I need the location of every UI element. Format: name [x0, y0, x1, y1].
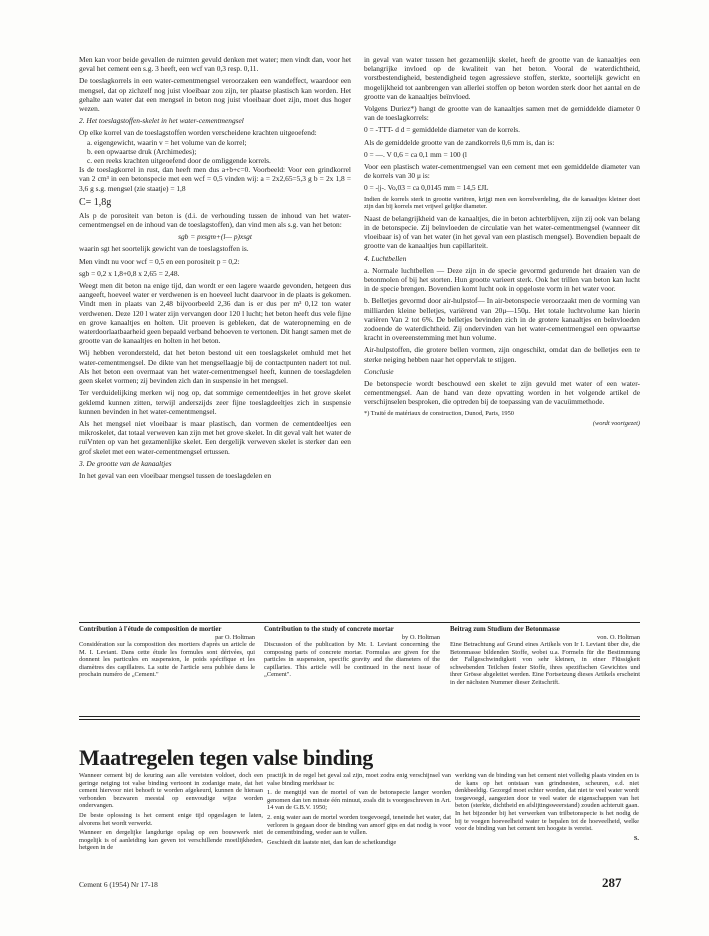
abstract-text: Eine Betrachtung auf Grund eines Artikels von Ir I. Leviant über die, die Betonmasse bildenden Stoffe, wobei u.a. Formeln für die Bestimmung der Fallgeschwindigkeit von sehr kleinen, in einer Flüssigkeit schwebenden Teilchen fester Stoffe, ihres spezifischen Gewichtes und ihrer Grösse abgeleitet werden. Eine Fortsetzung dieses Artikels erscheint in der nächsten Nummer dieser Zeitschrift.: [450, 641, 640, 686]
paragraph: In het geval van een vloeibaar mengsel tussen de toeslagdelen en: [79, 470, 272, 480]
right-column: [364, 55, 640, 431]
list-item: 2. enig water aan de mortel worden toegevoegd, teneinde het water, dat verloren is gegaan door de binding van amorf gips en dat nodig is voor de cementbinding, weder aan te vullen.: [267, 813, 451, 837]
article-title: Maatregelen tegen valse binding: [79, 745, 373, 770]
list-item: a. eigengewicht, waarin v = het volume van de korrel;: [87, 137, 247, 147]
equation: sgb = pxsgm+(l— p)xsgt: [178, 232, 252, 242]
paragraph: De toeslagkorrels in een water-cementmengsel veroorzaken een wandeffect, waardoor een mengsel, dat op zichzelf nog juist vloeibaar zou zijn, ter plaatse plastisch kan worden. Het gehalte aan water dat een mengsel in beton nog juist vloeibaar doet zijn, moet dus hoger wezen.: [79, 76, 351, 114]
left-column: [79, 55, 351, 483]
paragraph: Wij hebben verondersteld, dat het beton bestond uit een toeslagskelet omhuld met het water-cementmengsel. De dikte van het mengsellaagje bij de contactpunten nadert tot nul. Als het beton een overmaat van het water-cementmengsel heeft, kunnen de toeslagdelen geen skelet vormen; zij bevinden zich dan in suspensie in het mengsel.: [79, 348, 351, 386]
paragraph: practijk in de regel het geval zal zijn, moet zodra enig verschijnsel van valse binding merkbaar is:: [267, 772, 451, 787]
bottom-column-3: [455, 772, 639, 844]
divider: [79, 719, 640, 720]
paragraph: Ter verduidelijking merken wij nog op, dat sommige cementdeeltjes in het grove skelet geklemd kunnen zitten, terwijl anderszijds zeer fijne toeslagdeeltjes zich in suspensie kunnen bevinden in het water-cementmengsel.: [79, 388, 351, 416]
continued-note: (wordt voortgezet): [592, 420, 640, 428]
abstract-text: Considération sur la composition des mortiers d'après un article de M. I. Leviant. Dans cette étude les formules sont dérivées, qui donnent les particules en suspension, le poids spécifique et les diamètres des capillaires. La suite de l'article sera publiée dans le prochain numéro de „Cement.": [79, 641, 255, 678]
abstract-text: Discussion of the publication by Mr. I. Leviant concerning the composing parts of concrete mortar. Formulas are given for the particles in suspension, specific gravity and the diameters of the capillaries. This article will be continued in the next issue of „Cement".: [264, 641, 440, 678]
paragraph: Men vindt nu voor wcf = 0,5 en een porositeit p = 0,2:: [79, 256, 240, 266]
list-item: 1. de mengtijd van de mortel of van de betonspecie langer worden genomen dan ten minste één minuut, zoals dit is voorgeschreven in Art. 14 van de G.B.V. 1950;: [267, 789, 451, 812]
paragraph: Air-hulpstoffen, die grotere bellen vormen, zijn ongeschikt, omdat dan de belletjes een te sterke neiging hebben naar het oppervlak te stijgen.: [364, 345, 640, 364]
paragraph: werking van de binding van het cement niet volledig plaats vinden en is de kans op het ontstaan van grindnesten, scheuren, e.d. niet denkbeeldig. Gezorgd moet echter worden, dat niet te veel water wordt toegevoegd, aangezien door te veel water de eigenschappen van het beton (sterkte, dichtheid en afslijtingsweerstand) zouden achteruit gaan. In het bijzonder bij het verwerken van trilbetonspecie is het nodig de bij te voegen hoeveelheid water te bepalen tot de hoeveelheid, welke voor de binding van het cement ten hoogste is vereist.: [455, 772, 639, 833]
list-item: b. een opwaartse druk (Archimedes);: [87, 146, 197, 156]
paragraph: Als het mengsel niet vloeibaar is maar plastisch, dan vormen de cementdeeltjes een mikroskelet, dat totaal verweven kan zijn met het grove skelet. In dit geval valt het water de ruiVnten op van het gezamenlijke skelet. Een dergelijk verweven skelet is sterker dan een grof skelet met een water-cementmengsel ertussen.: [79, 418, 351, 456]
section-heading: Conclusie: [364, 366, 394, 376]
paragraph: Geschiedt dit laatste niet, dan kan de scheikundige: [267, 838, 397, 846]
abstract-french: [79, 626, 255, 679]
divider: [79, 716, 640, 717]
abstract-author: par O. Holtman: [215, 633, 255, 641]
bottom-column-2: [267, 772, 451, 848]
paragraph: Is de toeslagkorrel in rust, dan heeft men dus a+b+c=0. Voorbeeld: Voor een grindkorrel van 2 cm³ in een betonspecie met een wcf = 0,5 vinden wij: a = 2x2,65=5,3 g b = 2x 1,8 = 3,6 g s.g. mengsel (zie staatje) = 1,8: [79, 165, 351, 193]
abstract-title: Beitrag zum Studium der Betonmasse: [450, 626, 560, 633]
abstract-title: Contribution à l'étude de composition de mortier: [79, 626, 222, 633]
paragraph: De betonspecie wordt beschouwd een skelet te zijn gevuld met water of een water-cementmengsel. Aan de hand van deze opvatting worden in het volgende artikel de verschijnselen besproken, die optreden bij de toepassing van de vacuümmethode.: [364, 379, 640, 407]
paragraph: Naast de belangrijkheid van de kanaaltjes, die in beton achterblijven, zijn zij ook van belang in de betonspecie. Zij beïnvloeden de circulatie van het water-cementmengsel (wanneer dit vloeibaar is) of van het water (in het geval van een plastisch mengsel). Bovendien bepaalt de grootte van de kanaaltjes hun capillariteit.: [364, 213, 640, 251]
formula: 0 = —. V 0,6 = ca 0,1 mm = 100 (l: [364, 149, 467, 159]
abstract-author: von. O. Holtman: [597, 633, 640, 641]
paragraph: Op elke korrel van de toeslagstoffen worden verscheidene krachten uitgeoefend:: [79, 128, 317, 138]
small-note: Indien de korrels sterk in grootte variëren, krijgt men een korrelverdeling, die de kanaaltjes kleiner doet zijn dan bij korrels met vrijwel gelijke diameter.: [364, 195, 640, 211]
divider: [79, 622, 640, 623]
journal-reference: Cement 6 (1954) Nr 17-18: [79, 880, 158, 889]
paragraph: Als de gemiddelde grootte van de zandkorrels 0,6 mm is, dan is:: [364, 137, 555, 147]
paragraph: Weegt men dit beton na enige tijd, dan wordt er een lagere waarde gevonden, hetgeen dus aangeeft, hoeveel water er verdwenen is en hoeveel lucht daarvoor in de plaats is gekomen. Vindt men in plaats van 2,48 bijvoorbeeld 2,36 dan is er dus per m³ 0,12 ton water verdwenen. Deze 120 l water zijn vervangen door 120 l lucht; het beton heeft dus vele fijne en grove kanaaltjes en holten. Uit proeven is gebleken, dat de wateropneming en de waterdoorlaatbaarheid geen bepaald verband behoeven te vertonen. Dit hangt samen met de grootte van de kanaaltjes en holten in het beton.: [79, 281, 351, 346]
bottom-column-1: [79, 772, 263, 854]
paragraph: b. Belletjes gevormd door air-hulpstof— In air-betonspecie veroorzaakt men de vorming van milliarden kleine belletjes, variërend van 20μ—150μ. Het totale luchtvolume kan hierin variëren Van 2 tot 6%. De belletjes bevinden zich in de grotere kanaaltjes en beïnvloeden zodoende de waterdichtheid. Zij ondervinden van het water-cementmengsel een opwaartse kracht in overeenstemming met hun volume.: [364, 296, 640, 343]
paragraph: Als p de porositeit van beton is (d.i. de verhouding tussen de inhoud van het water-cementmengsel en de inhoud van de toeslagstoffen), dan vind men als s.g. van het beton:: [79, 210, 351, 230]
formula: C= 1,8g: [79, 196, 112, 208]
paragraph: in geval van water tussen het gezamenlijk skelet, heeft de grootte van de kanaaltjes een belangrijke invloed op de kwaliteit van het beton. Vooral de waterdichtheid, vorstbestendigheid, bestendigheid tegen agressieve stoffen, sterkte, soortelijk gewicht en mogelijkheid tot aanbrengen van allerlei stoffen op beton worden sterk door het aantal en de grootte van de kanaaltjes beïnvloed.: [364, 55, 640, 101]
signature: S.: [633, 834, 639, 842]
abstract-title: Contribution to the study of concrete mortar: [264, 626, 394, 633]
paragraph: Wanneer en dergelijke langdurige opslag op een bouwwerk niet mogelijk is of aanleiding kan geven tot verschillende moeilijkheden, hetgeen in de: [79, 829, 263, 852]
paragraph: Wanneer cement bij de keuring aan alle vereisten voldoet, doch een geringe neiging tot valse binding vertoont in zodanige mate, dat het cement hiervoor niet behoeft te worden afgekeurd, kunnen de hieraan verbonden bezwaren meestal op eenvoudige wijze worden ondervangen.: [79, 772, 263, 810]
abstract-author: by O. Holtman: [401, 633, 440, 641]
paragraph: waarin sgt het soortelijk gewicht van de toeslagstoffen is.: [79, 244, 249, 254]
page-number: 287: [602, 875, 622, 890]
abstract-german: [450, 626, 640, 686]
abstract-english: [264, 626, 440, 679]
formula: 0 = -TTT- d d = gemiddelde diameter van de korrels.: [364, 125, 521, 135]
footnote: *) Traité de matériaux de construction, Dunod, Paris, 1950: [364, 409, 514, 417]
equation: sgb = 0,2 x 1,8+0,8 x 2,65 = 2,48.: [79, 268, 180, 278]
paragraph: a. Normale luchtbellen — Deze zijn in de specie gevormd gedurende het draaien van de betonmolen of bij het storten. Hun grootte varieert sterk. Ook het trillen van beton kan lucht in de specie brengen. Bovendien komt lucht ook in opgeloste vorm in het water voor.: [364, 265, 640, 294]
section-heading: 2. Het toeslagstoffen-skelet in het water-cementmengsel: [79, 116, 244, 126]
section-heading: 4. Luchtbellen: [364, 253, 407, 263]
paragraph: Men kan voor beide gevallen de ruimten gevuld denken met water; men vindt dan, voor het geval het cement een s.g. 3 heeft, een wcf van 0,3 resp. 0,11.: [79, 55, 351, 74]
formula: 0 = -|j-. Vo,03 = ca 0,0145 mm = 14,5 £JL: [364, 183, 489, 193]
paragraph: Volgens Duriez*) hangt de grootte van de kanaaltjes samen met de gemiddelde diameter 0 van de toeslagkorrels:: [364, 104, 640, 123]
section-heading: 3. De grootte van de kanaaltjes: [79, 458, 172, 468]
paragraph: De beste oplossing is het cement enige tijd opgeslagen te laten, alvorens het wordt verwerkt.: [79, 811, 263, 827]
paragraph: Voor een plastisch water-cementmengsel van een cement met een gemiddelde diameter van de korrels van 30 μ is:: [364, 162, 640, 181]
list-item: c. een reeks krachten uitgeoefend door de omliggende korrels.: [87, 156, 271, 166]
